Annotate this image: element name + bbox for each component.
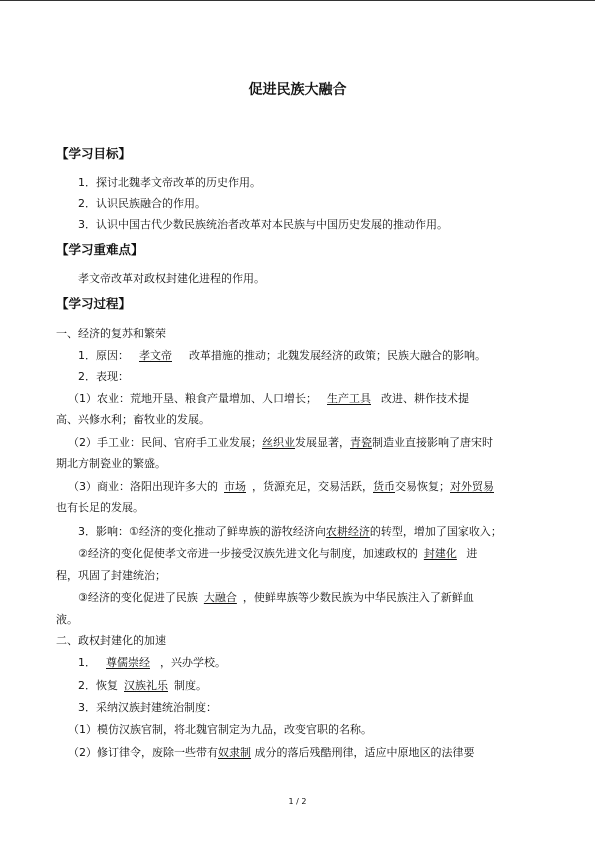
agri-line xyxy=(68,392,469,406)
answer-blank: 货币 xyxy=(373,480,395,493)
show-label: 2．表现： xyxy=(78,370,129,383)
item1-suffix: ，兴办学校。 xyxy=(160,656,226,669)
impact3-suffix: ，使鲜卑族等少数民族为中华民族注入了新鲜血 xyxy=(242,591,474,604)
craft-cont: 期北方制瓷业的繁盛。 xyxy=(56,457,166,470)
part2-sub2 xyxy=(68,746,475,760)
answer-blank: 汉族礼乐 xyxy=(124,679,168,692)
impact3-prefix: ③经济的变化促进了民族 xyxy=(78,591,198,604)
impact1-suffix: 的转型，增加了国家收入； xyxy=(369,525,502,538)
answer-blank: 丝织业 xyxy=(262,436,295,449)
item2-prefix: 2．恢复 xyxy=(78,679,118,692)
commerce-line xyxy=(68,480,494,494)
section-key-heading: 【学习重难点】 xyxy=(56,242,144,257)
craft-mid: 发展显著， xyxy=(295,436,350,449)
impact2-line xyxy=(78,547,477,561)
answer-blank: 大融合 xyxy=(203,591,237,604)
impact3-cont: 液。 xyxy=(56,613,78,626)
answer-blank: 市场 xyxy=(224,480,246,493)
impact2-cont: 程，巩固了封建统治； xyxy=(56,569,166,582)
answer-blank: 生产工具 xyxy=(327,392,371,405)
answer-blank: 孝文帝 xyxy=(139,349,172,362)
cause-suffix: 改革措施的推动；北魏发展经济的政策；民族大融合的影响。 xyxy=(189,349,486,362)
craft-prefix: （2）手工业：民间、官府手工业发展； xyxy=(68,436,262,449)
answer-blank: 尊儒崇经 xyxy=(106,656,150,669)
agri-cont: 高、兴修水利；畜牧业的发展。 xyxy=(56,413,210,426)
agri-suffix: 改进、耕作技术提 xyxy=(381,392,469,405)
key-text: 孝文帝改革对政权封建化进程的作用。 xyxy=(78,272,265,285)
commerce-mid1: ，货源充足，交易活跃， xyxy=(252,480,373,493)
impact1-prefix: 3．影响：①经济的变化推动了鲜卑族的游牧经济向 xyxy=(78,525,326,538)
answer-blank: 农耕经济 xyxy=(325,525,370,538)
goal-item: 3．认识中国古代少数民族统治者改革对本民族与中国历史发展的推动作用。 xyxy=(78,218,448,231)
page-number: 1 / 2 xyxy=(288,797,307,806)
answer-blank: 奴隶制 xyxy=(218,746,251,759)
part2-heading: 二、政权封建化的加速 xyxy=(56,634,166,647)
part2-item1 xyxy=(78,656,226,670)
goal-item: 1．探讨北魏孝文帝改革的历史作用。 xyxy=(78,176,261,189)
commerce-cont: 也有长足的发展。 xyxy=(56,501,144,514)
answer-blank: 青瓷 xyxy=(350,436,372,449)
page-title: 促进民族大融合 xyxy=(248,82,347,98)
part2-item3: 3．采纳汉族封建统治制度： xyxy=(78,701,217,714)
section-process-heading: 【学习过程】 xyxy=(56,296,132,311)
sub2-prefix: （2）修订律令，废除一些带有 xyxy=(68,746,218,759)
item2-suffix: 制度。 xyxy=(174,679,207,692)
part2-item2 xyxy=(78,679,207,693)
part2-sub1: （1）模仿汉族官制，将北魏官制定为九品，改变官职的名称。 xyxy=(68,723,372,736)
cause-prefix: 1．原因： xyxy=(78,349,129,362)
item1-prefix: 1． xyxy=(78,656,96,669)
sub2-suffix: 成分的落后残酷刑律，适应中原地区的法律要 xyxy=(254,746,475,759)
answer-blank: 封建化 xyxy=(423,547,457,560)
cause-line xyxy=(78,349,486,363)
craft-line xyxy=(68,436,493,450)
section-goals-heading: 【学习目标】 xyxy=(56,146,132,161)
agri-prefix: （1）农业：荒地开垦、粮食产量增加、人口增长； xyxy=(68,392,317,405)
craft-suffix: 制造业直接影响了唐宋时 xyxy=(372,436,493,449)
part1-heading: 一、经济的复苏和繁荣 xyxy=(56,327,166,340)
goal-item: 2．认识民族融合的作用。 xyxy=(78,197,206,210)
header-rule xyxy=(0,0,595,1)
impact3-line xyxy=(78,591,474,605)
commerce-prefix: （3）商业：洛阳出现许多大的 xyxy=(68,480,218,493)
impact2-suffix: 进 xyxy=(466,547,478,560)
answer-blank: 对外贸易 xyxy=(450,480,494,493)
impact1-line xyxy=(78,525,502,539)
impact2-prefix: ②经济的变化促使孝文帝进一步接受汉族先进文化与制度，加速政权的 xyxy=(78,547,418,560)
commerce-mid2: 交易恢复； xyxy=(395,480,450,493)
